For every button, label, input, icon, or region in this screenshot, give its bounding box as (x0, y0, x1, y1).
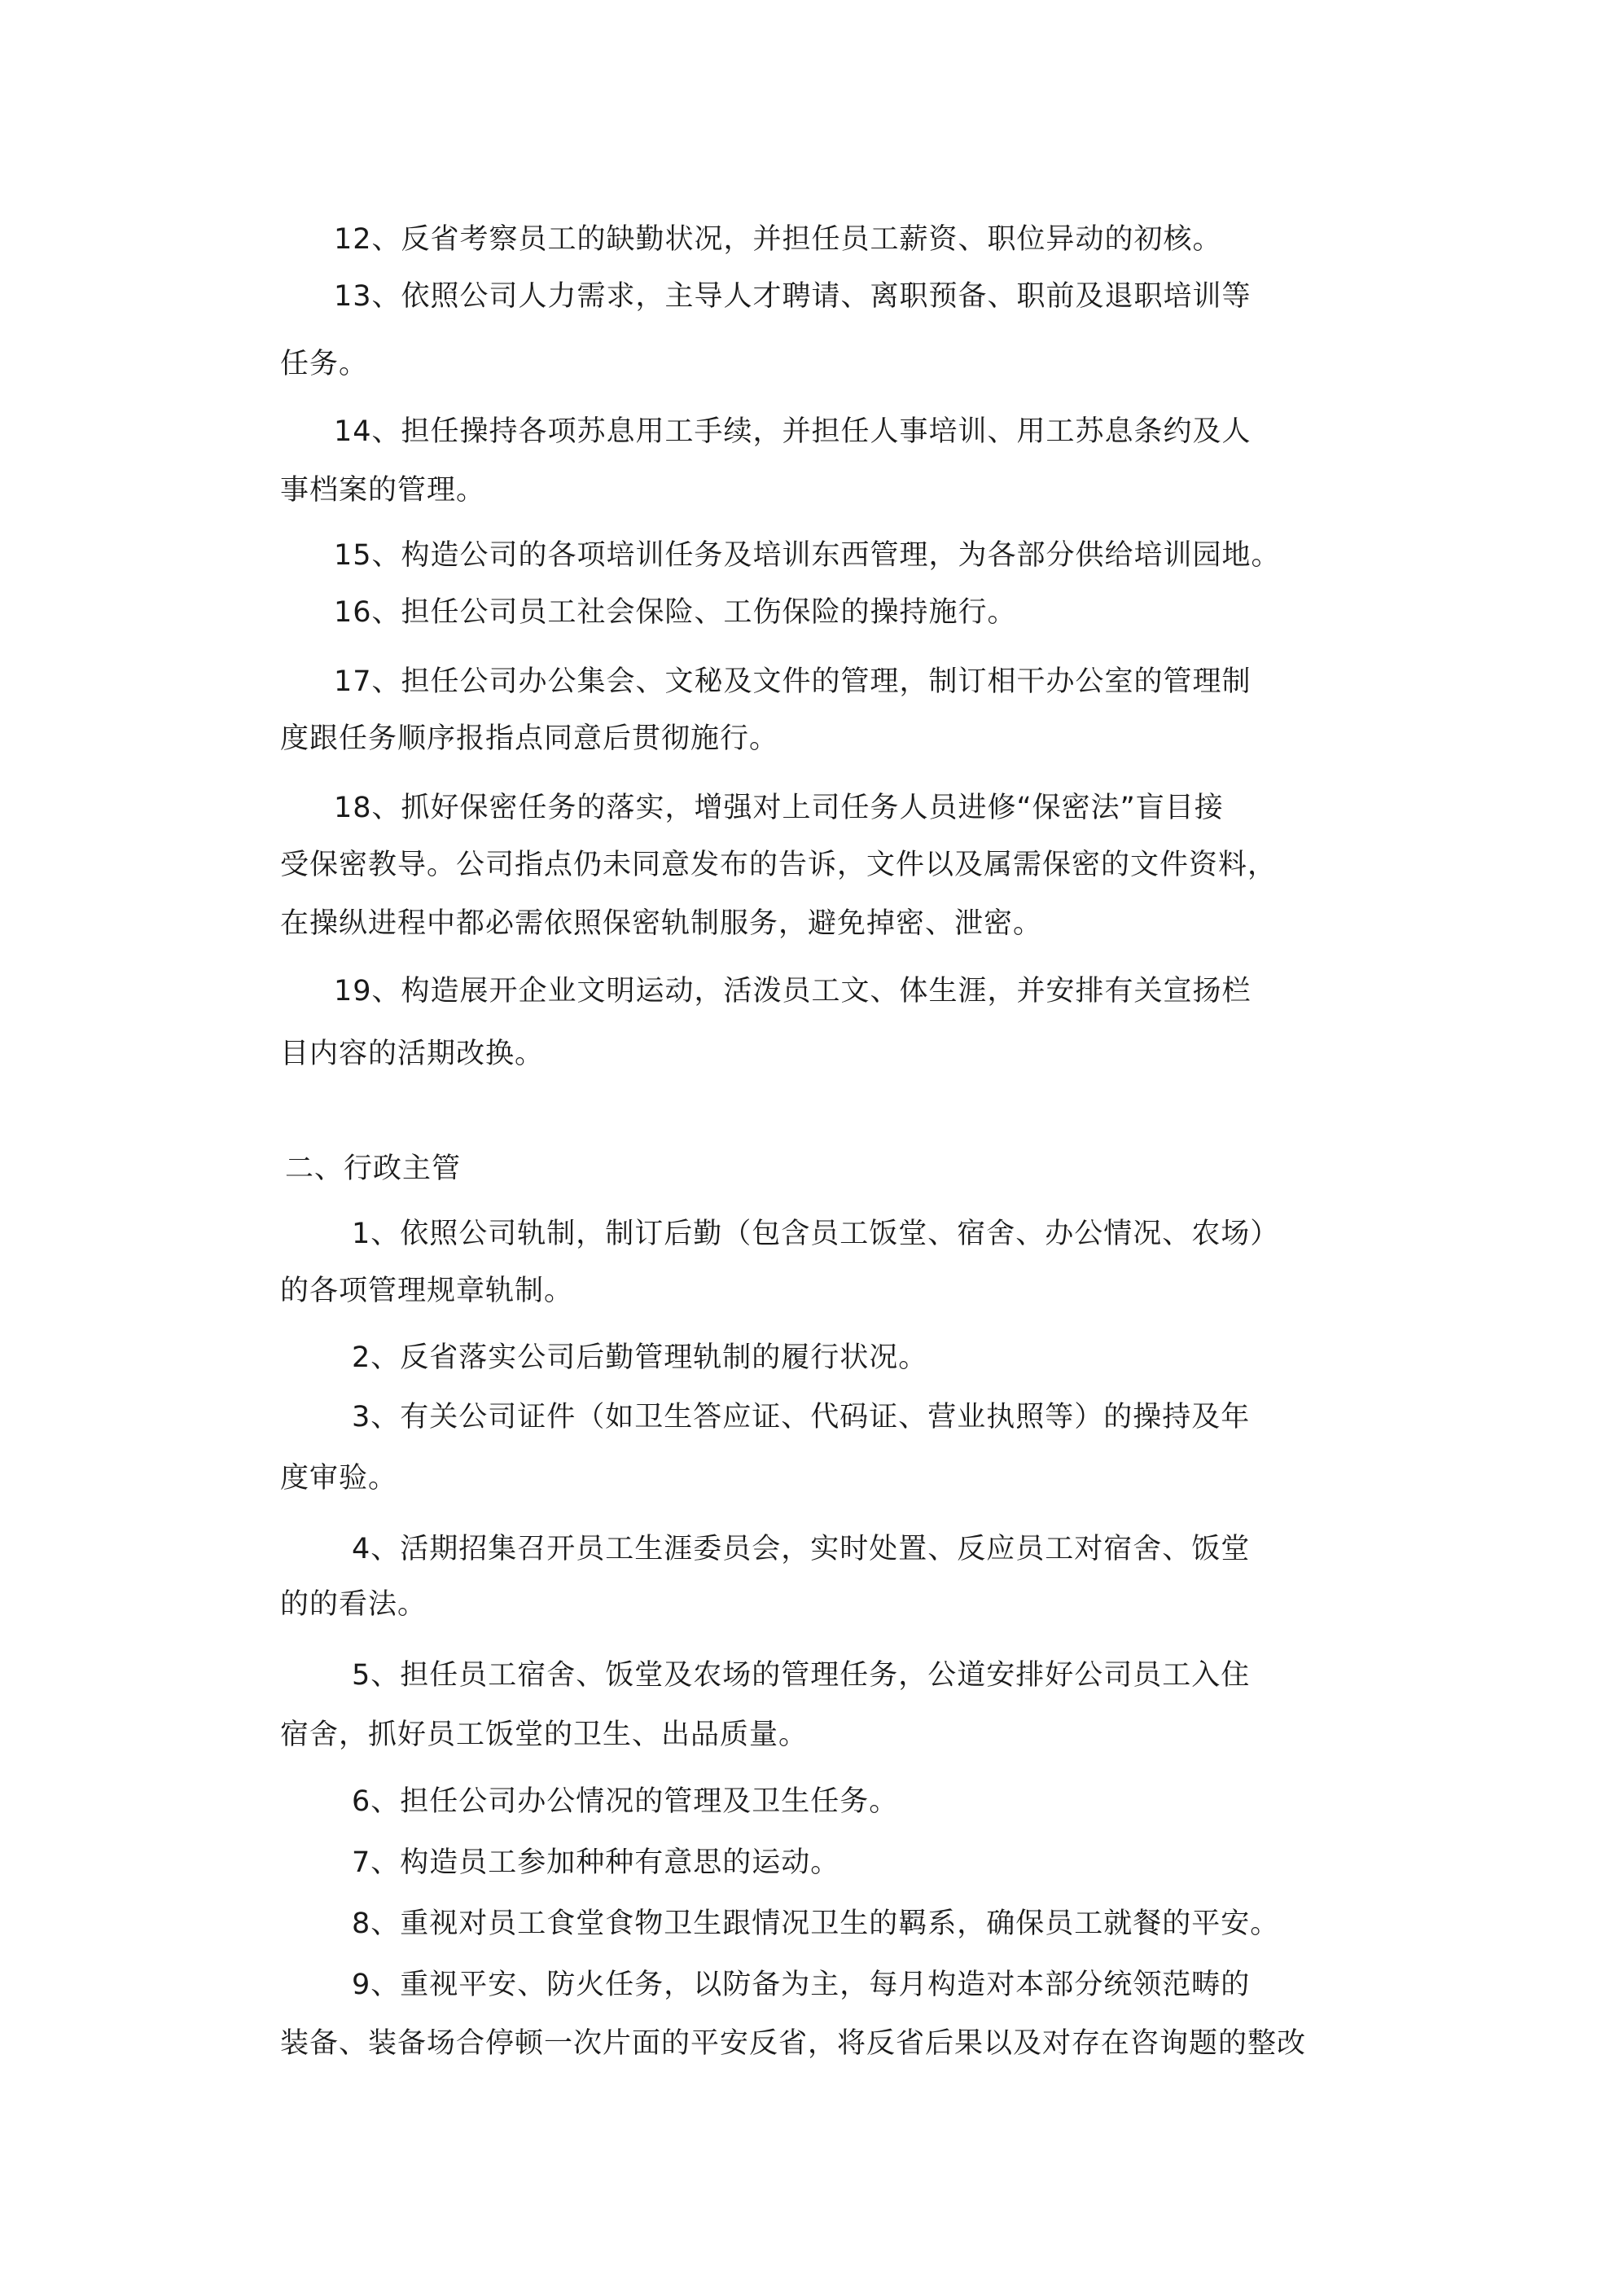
s2-item-3-line-1: 3、有关公司证件（如卫生答应证、代码证、营业执照等）的操持及年 (352, 1401, 1251, 1433)
s2-item-6-line-1: 6、担任公司办公情况的管理及卫生任务。 (352, 1785, 899, 1818)
item-18-line-3: 在操纵进程中都必需依照保密轨制服务，避免掉密、泄密。 (280, 907, 1043, 940)
item-18-line-1: 18、抓好保密任务的落实，增强对上司任务人员进修“保密法”盲目接 (334, 792, 1224, 824)
item-14-line-2: 事档案的管理。 (280, 474, 486, 507)
s2-item-4-line-2: 的的看法。 (280, 1588, 427, 1621)
item-19-line-2: 目内容的活期改换。 (280, 1038, 545, 1070)
s2-item-9-line-1: 9、重视平安、防火任务，以防备为主，每月构造对本部分统领范畴的 (352, 1969, 1251, 2001)
item-14-line-1: 14、担任操持各项苏息用工手续，并担任人事培训、用工苏息条约及人 (334, 415, 1252, 448)
s2-item-8-line-1: 8、重视对员工食堂食物卫生跟情况卫生的羁系，确保员工就餐的平安。 (352, 1907, 1280, 1940)
item-13-line-2: 任务。 (280, 348, 369, 380)
section-heading: 二、行政主管 (285, 1152, 462, 1185)
item-13-line-1: 13、依照公司人力需求，主导人才聘请、离职预备、职前及退职培训等 (334, 280, 1252, 313)
s2-item-1-line-2: 的各项管理规章轨制。 (280, 1275, 574, 1307)
item-15-line-1: 15、构造公司的各项培训任务及培训东西管理，为各部分供给培训园地。 (334, 539, 1281, 572)
s2-item-3-line-2: 度审验。 (280, 1462, 398, 1495)
s2-item-1-line-1: 1、依照公司轨制，制订后勤（包含员工饭堂、宿舍、办公情况、农场） (352, 1218, 1280, 1250)
s2-item-5-line-2: 宿舍，抓好员工饭堂的卫生、出品质量。 (280, 1719, 809, 1751)
s2-item-9-line-2: 装备、装备场合停顿一次片面的平安反省，将反省后果以及对存在咨询题的整改 (280, 2027, 1307, 2060)
s2-item-4-line-1: 4、活期招集召开员工生涯委员会，实时处置、反应员工对宿舍、饭堂 (352, 1533, 1251, 1565)
s2-item-7-line-1: 7、构造员工参加种种有意思的运动。 (352, 1846, 840, 1879)
s2-item-5-line-1: 5、担任员工宿舍、饭堂及农场的管理任务，公道安排好公司员工入住 (352, 1659, 1251, 1692)
item-17-line-2: 度跟任务顺序报指点同意后贯彻施行。 (280, 722, 779, 755)
item-12-line-1: 12、反省考察员工的缺勤状况，并担任员工薪资、职位异动的初核。 (334, 223, 1222, 256)
item-16-line-1: 16、担任公司员工社会保险、工伤保险的操持施行。 (334, 596, 1017, 629)
s2-item-2-line-1: 2、反省落实公司后勤管理轨制的履行状况。 (352, 1341, 928, 1374)
item-17-line-1: 17、担任公司办公集会、文秘及文件的管理，制订相干办公室的管理制 (334, 665, 1252, 698)
item-18-line-2: 受保密教导。公司指点仍未同意发布的告诉，文件以及属需保密的文件资料， (280, 849, 1278, 881)
item-19-line-1: 19、构造展开企业文明运动，活泼员工文、体生涯，并安排有关宣扬栏 (334, 975, 1252, 1008)
